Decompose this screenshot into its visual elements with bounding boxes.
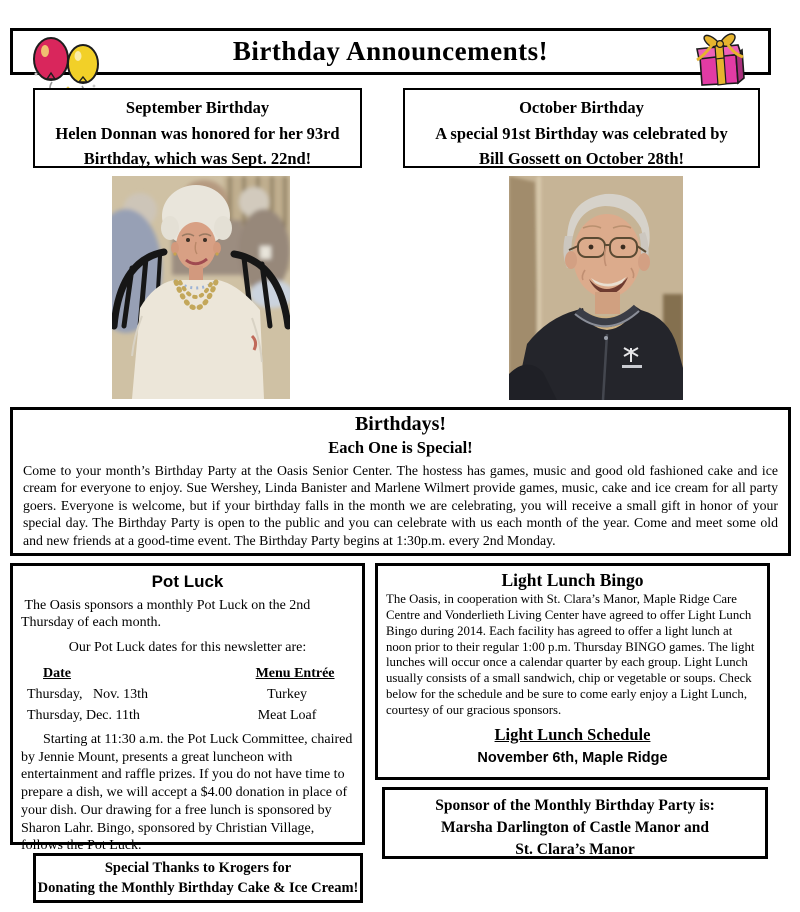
table-row <box>21 705 354 726</box>
krogers-thanks-box <box>33 853 363 903</box>
september-title: September Birthday <box>125 98 270 117</box>
row-date: Thursday, Dec. 11th <box>27 707 140 723</box>
light-lunch-title: Light Lunch Bingo <box>501 570 644 590</box>
sponsor-box <box>382 787 768 859</box>
table-row <box>21 684 354 705</box>
october-line1: A special 91st Birthday was celebrated by <box>435 123 728 143</box>
thanks-line2: Donating the Monthly Birthday Cake & Ice Cream! <box>37 879 359 896</box>
row-date: Thursday, Nov. 13th <box>27 686 149 702</box>
row-menu: Turkey <box>267 686 308 702</box>
row-menu: Meat Loaf <box>257 707 317 723</box>
header-banner <box>10 28 771 75</box>
light-lunch-body: The Oasis, in cooperation with St. Clara’s Manor, Maple Ridge Care Centre and Vonderlieth Living Center have agreed to offer Light Lunch Bingo during 2014. Each facility has agreed to offer a light lunch at noon prior to their regular 1:00 p.m. Thursday BINGO games. The light lunches will occur once a calendar quarter by each group. Light Lunch usually consists of a small sandwich, chip or vegetable or soups. Check below for the schedule and be sure to come early enjoy a Light Lunch, courtesy of our gracious sponsors. <box>386 592 755 718</box>
september-line1: Helen Donnan was honored for her 93rd <box>55 123 340 143</box>
birthdays-box <box>10 407 791 556</box>
gift-icon <box>692 29 746 87</box>
column-header-menu: Menu Entrée <box>255 665 335 681</box>
pot-luck-table-header <box>21 663 354 684</box>
photo-helen-donnan <box>112 176 290 399</box>
birthdays-subtitle: Each One is Special! <box>328 438 473 457</box>
october-birthday-box <box>403 88 760 168</box>
column-header-date: Date <box>43 665 71 681</box>
september-line2: Birthday, which was Sept. 22nd! <box>83 149 312 169</box>
light-lunch-schedule-entry: November 6th, Maple Ridge <box>477 749 668 766</box>
october-title: October Birthday <box>519 98 644 117</box>
light-lunch-schedule-title: Light Lunch Schedule <box>494 724 651 744</box>
light-lunch-bingo-box <box>375 563 770 780</box>
thanks-line1: Special Thanks to Krogers for <box>104 859 292 876</box>
pot-luck-intro: The Oasis sponsors a monthly Pot Luck on the 2nd Thursday of each month. <box>21 597 314 631</box>
sponsor-line3: St. Clara’s Manor <box>515 841 635 858</box>
october-line2: Bill Gossett on October 28th! <box>478 149 685 169</box>
pot-luck-body: Starting at 11:30 a.m. the Pot Luck Committee, chaired by Jennie Mount, presents a great luncheon with entertainment and raffle prizes. If you do not have time to prepare a dish, we will accept a $4.00 donation in place of your dish. Our drawing for a free lunch is sponsored by Sharon Lahr. Bingo, sponsored by Christian Village, follows the Pot Luck. <box>21 731 353 854</box>
september-birthday-box <box>33 88 362 168</box>
photo-bill-gossett <box>509 176 683 400</box>
pot-luck-dates-line: Our Pot Luck dates for this newsletter are: <box>68 640 307 656</box>
birthdays-body: Come to your month’s Birthday Party at the Oasis Senior Center. The hostess has games, music and good old fashioned cake and ice cream for everyone to enjoy. Sue Wershey, Linda Banister and Marlene Wilmert provide games, music, cake and ice cream for all party goers. Everyone is welcome, but if your birthday falls in the month we are celebrating, you will receive a small gift in honor of your special day. The Birthday Party is open to the public and you can celebrate with us each month of the year. Come and meet some old and new friends at a good-time event. The Birthday Party begins at 1:30p.m. every 2nd Monday. <box>23 463 778 548</box>
pot-luck-title: Pot Luck <box>151 572 224 591</box>
sponsor-line2: Marsha Darlington of Castle Manor and <box>441 819 709 836</box>
pot-luck-box <box>10 563 365 854</box>
sponsor-line1: Sponsor of the Monthly Birthday Party is: <box>435 797 715 814</box>
page-title: Birthday Announcements! <box>232 36 549 66</box>
birthdays-title: Birthdays! <box>354 413 447 435</box>
